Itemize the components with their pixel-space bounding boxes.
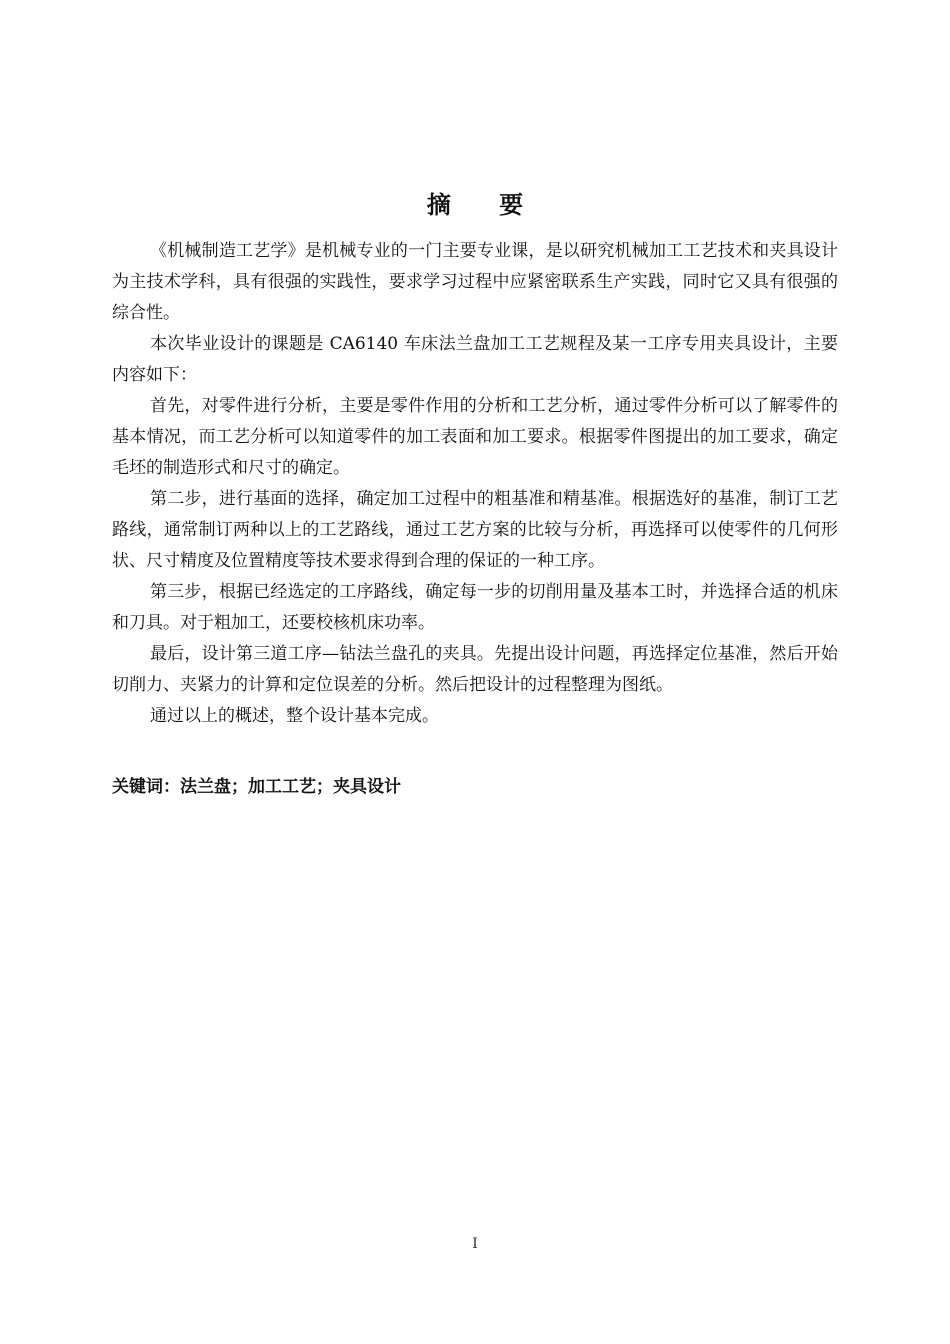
page-number: I [472, 1236, 478, 1252]
paragraph-third-step: 第三步，根据已经选定的工序路线，确定每一步的切削用量及基本工时，并选择合适的机床和刀具。对于粗加工，还要校核机床功率。 [112, 582, 838, 633]
paragraph-summary: 通过以上的概述，整个设计基本完成。 [150, 706, 439, 726]
paragraph-second-step: 第二步，进行基面的选择，确定加工过程中的粗基准和精基准。根据选好的基准，制订工艺路线，通常制订两种以上的工艺路线，通过工艺方案的比较与分析，再选择可以使零件的几何形状、尺寸精度及位置精度等技术要求得到合理的保证的一种工序。 [112, 489, 838, 571]
paragraph-intro: 《机械制造工艺学》是机械专业的一门主要专业课，是以研究机械加工工艺技术和夹具设计为主技术学科，具有很强的实践性，要求学习过程中应紧密联系生产实践，同时它又具有很强的综合性。 [112, 241, 838, 323]
keywords-line: 关键词：法兰盘；加工工艺；夹具设计 [112, 777, 401, 797]
abstract-title: 摘 要 [426, 191, 544, 219]
paragraph-final-step: 最后，设计第三道工序—钻法兰盘孔的夹具。先提出设计问题，再选择定位基准，然后开始切削力、夹紧力的计算和定位误差的分析。然后把设计的过程整理为图纸。 [112, 644, 838, 695]
abstract-body [112, 236, 838, 732]
paragraph-first-step: 首先，对零件进行分析，主要是零件作用的分析和工艺分析，通过零件分析可以了解零件的基本情况，而工艺分析可以知道零件的加工表面和加工要求。根据零件图提出的加工要求，确定毛坯的制造形式和尺寸的确定。 [112, 396, 838, 478]
paragraph-topic: 本次毕业设计的课题是 CA6140 车床法兰盘加工工艺规程及某一工序专用夹具设计，主要内容如下： [112, 334, 838, 385]
